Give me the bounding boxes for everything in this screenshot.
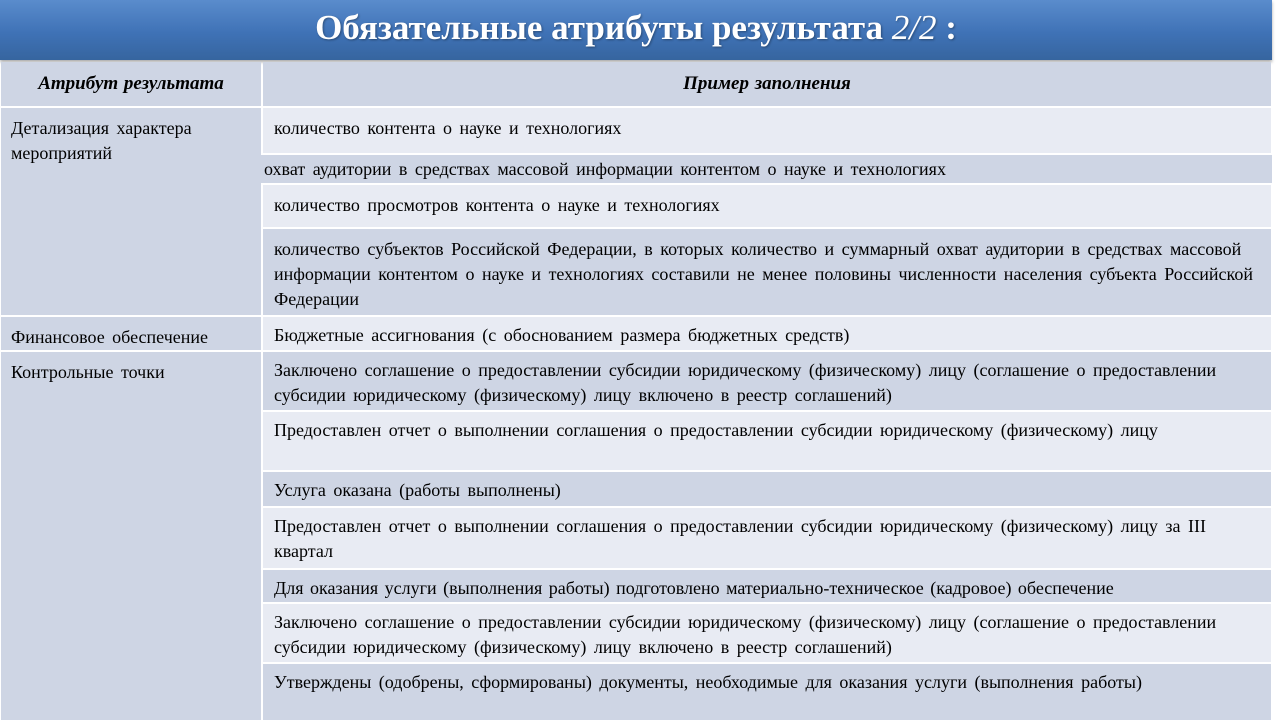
example-value: количество просмотров контента о науке и технологиях <box>263 185 1271 227</box>
example-value: Для оказания услуги (выполнения работы) подготовлено материально-техническое (кадровое) обеспечение <box>263 570 1271 602</box>
title-colon: : <box>945 8 957 47</box>
title-page-indicator: 2/2 <box>891 8 937 47</box>
attribute-financing: Финансовое обеспечение <box>1 317 261 350</box>
header-example: Пример заполнения <box>263 62 1271 106</box>
attribute-details: Детализация характера мероприятий <box>1 108 261 315</box>
slide-title <box>0 7 1272 49</box>
example-value: Заключено соглашение о предоставлении субсидии юридическому (физическому) лицу (соглашение о предоставлении субсидии юридическому (физическому) лицу включено в реестр соглашений) <box>263 352 1271 410</box>
example-value: Предоставлен отчет о выполнении соглашения о предоставлении субсидии юридическому (физическому) лицу за III квартал <box>263 508 1271 568</box>
example-value: Бюджетные ассигнования (с обоснованием размера бюджетных средств) <box>263 317 1271 350</box>
attribute-checkpoints: Контрольные точки <box>1 352 261 720</box>
example-value: количество контента о науке и технологиях <box>263 108 1271 153</box>
title-main: Обязательные атрибуты результата <box>315 8 884 47</box>
example-value: Утверждены (одобрены, сформированы) документы, необходимые для оказания услуги (выполнения работы) <box>263 664 1271 720</box>
header-attribute: Атрибут результата <box>1 62 261 106</box>
example-value: Предоставлен отчет о выполнении соглашения о предоставлении субсидии юридическому (физическому) лицу <box>263 412 1271 470</box>
title-bar <box>0 0 1272 60</box>
example-value: Услуга оказана (работы выполнены) <box>263 472 1271 506</box>
example-value: Заключено соглашение о предоставлении субсидии юридическому (физическому) лицу (соглашение о предоставлении субсидии юридическому (физическому) лицу включено в реестр соглашений) <box>263 604 1271 662</box>
example-value: охват аудитории в средствах массовой информации контентом о науке и технологиях <box>261 155 1272 183</box>
example-value: количество субъектов Российской Федерации, в которых количество и суммарный охват аудитории в средствах массовой информации контентом о науке и технологиях составили не менее половины численности населения субъекта Российской Федерации <box>263 229 1271 315</box>
